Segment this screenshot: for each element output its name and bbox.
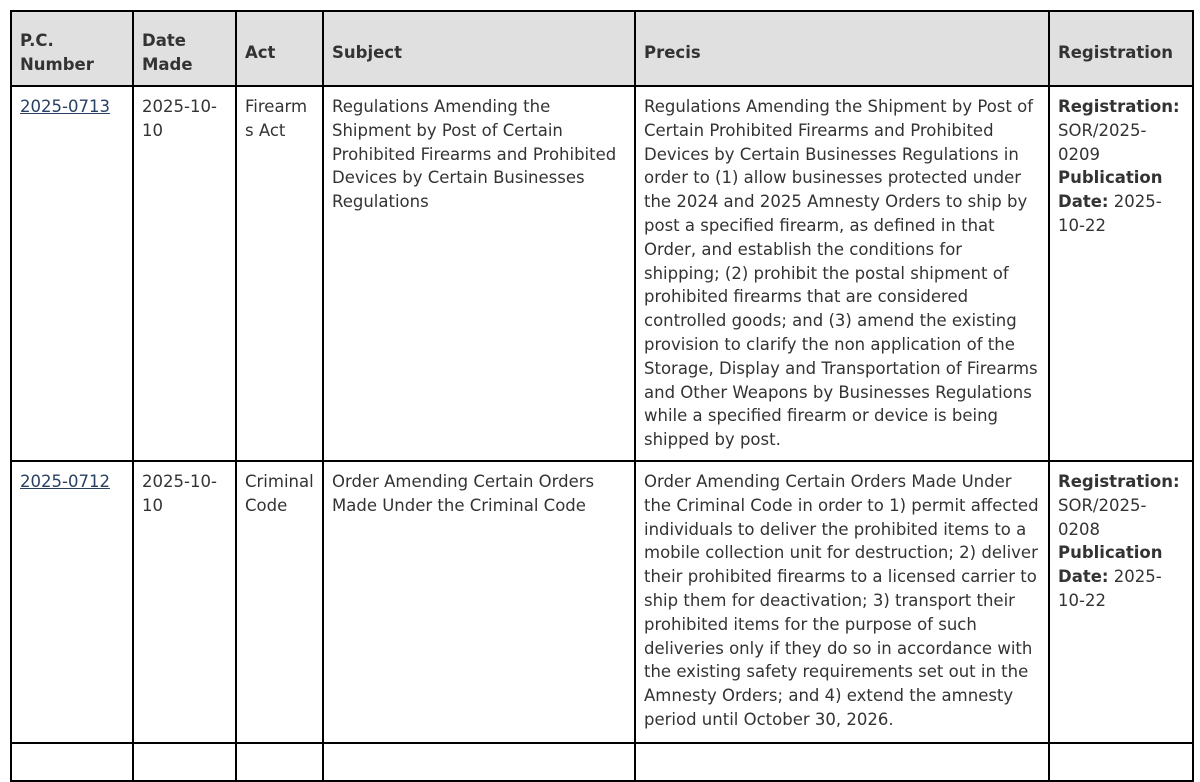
- table-row: [11, 461, 1193, 743]
- publication-date-value: 2025-10-22: [1058, 192, 1162, 235]
- pc-number-cell: [11, 86, 133, 461]
- header-date-made: Date Made: [133, 11, 236, 86]
- table-row: [11, 86, 1193, 461]
- date-made-cell: 2025-10-10: [133, 461, 236, 743]
- pc-number-cell: [11, 461, 133, 743]
- empty-cell: [11, 743, 133, 781]
- registration-cell: [1049, 86, 1193, 461]
- empty-cell: [133, 743, 236, 781]
- pc-number-link[interactable]: 2025-0713: [20, 97, 110, 116]
- header-registration: Registration: [1049, 11, 1193, 86]
- header-subject: Subject: [323, 11, 635, 86]
- subject-cell: Regulations Amending the Shipment by Post of Certain Prohibited Firearms and Prohibited Devices by Certain Businesses Regulations: [323, 86, 635, 461]
- publication-date-value: 2025-10-22: [1058, 567, 1162, 610]
- header-act: Act: [236, 11, 323, 86]
- registration-label: Registration:: [1058, 97, 1180, 116]
- publication-date-label: Publication Date:: [1058, 168, 1163, 212]
- empty-cell: [323, 743, 635, 781]
- pc-number-link[interactable]: 2025-0712: [20, 471, 110, 491]
- precis-cell: Regulations Amending the Shipment by Post of Certain Prohibited Firearms and Prohibited Devices by Certain Businesses Regulations in order to (1) allow businesses protected under the 2024 and 2025 Amnesty Orders to ship by post a specified firearm, as defined in that Order, and establish the conditions for shipping; (2) prohibit the postal shipment of prohibited firearms that are considered controlled goods; and (3) amend the existing provision to clarify the non application of the Storage, Display and Transportation of Firearms and Other Weapons by Businesses Regulations while a specified firearm or device is being shipped by post.: [635, 86, 1049, 461]
- header-pc-number: P.C. Number: [11, 11, 133, 86]
- table-header-row: [11, 11, 1193, 86]
- subject-cell: Order Amending Certain Orders Made Under the Criminal Code: [323, 461, 635, 743]
- registration-cell: [1049, 461, 1193, 743]
- header-precis: Precis: [635, 11, 1049, 86]
- act-cell: Firearms Act: [236, 86, 323, 461]
- registration-value: SOR/2025-0209: [1058, 120, 1147, 164]
- registration-label: Registration:: [1058, 471, 1180, 491]
- table-row-partial: [11, 743, 1193, 781]
- date-made-cell: 2025-10-10: [133, 86, 236, 461]
- precis-cell: Order Amending Certain Orders Made Under the Criminal Code in order to 1) permit affected individuals to deliver the prohibited items to a mobile collection unit for destruction; 2) deliver their prohibited firearms to a licensed carrier to ship them for deactivation; 3) transport their prohibited items for the purpose of such deliveries only if they do so in accordance with the existing safety requirements set out in the Amnesty Orders; and 4) extend the amnesty period until October 30, 2026.: [635, 461, 1049, 743]
- registration-value: SOR/2025-0208: [1058, 495, 1147, 539]
- empty-cell: [236, 743, 323, 781]
- orders-in-council-table: [10, 10, 1194, 782]
- publication-date-label: Publication Date:: [1058, 543, 1163, 587]
- empty-cell: [635, 743, 1049, 781]
- act-cell: Criminal Code: [236, 461, 323, 743]
- empty-cell: [1049, 743, 1193, 781]
